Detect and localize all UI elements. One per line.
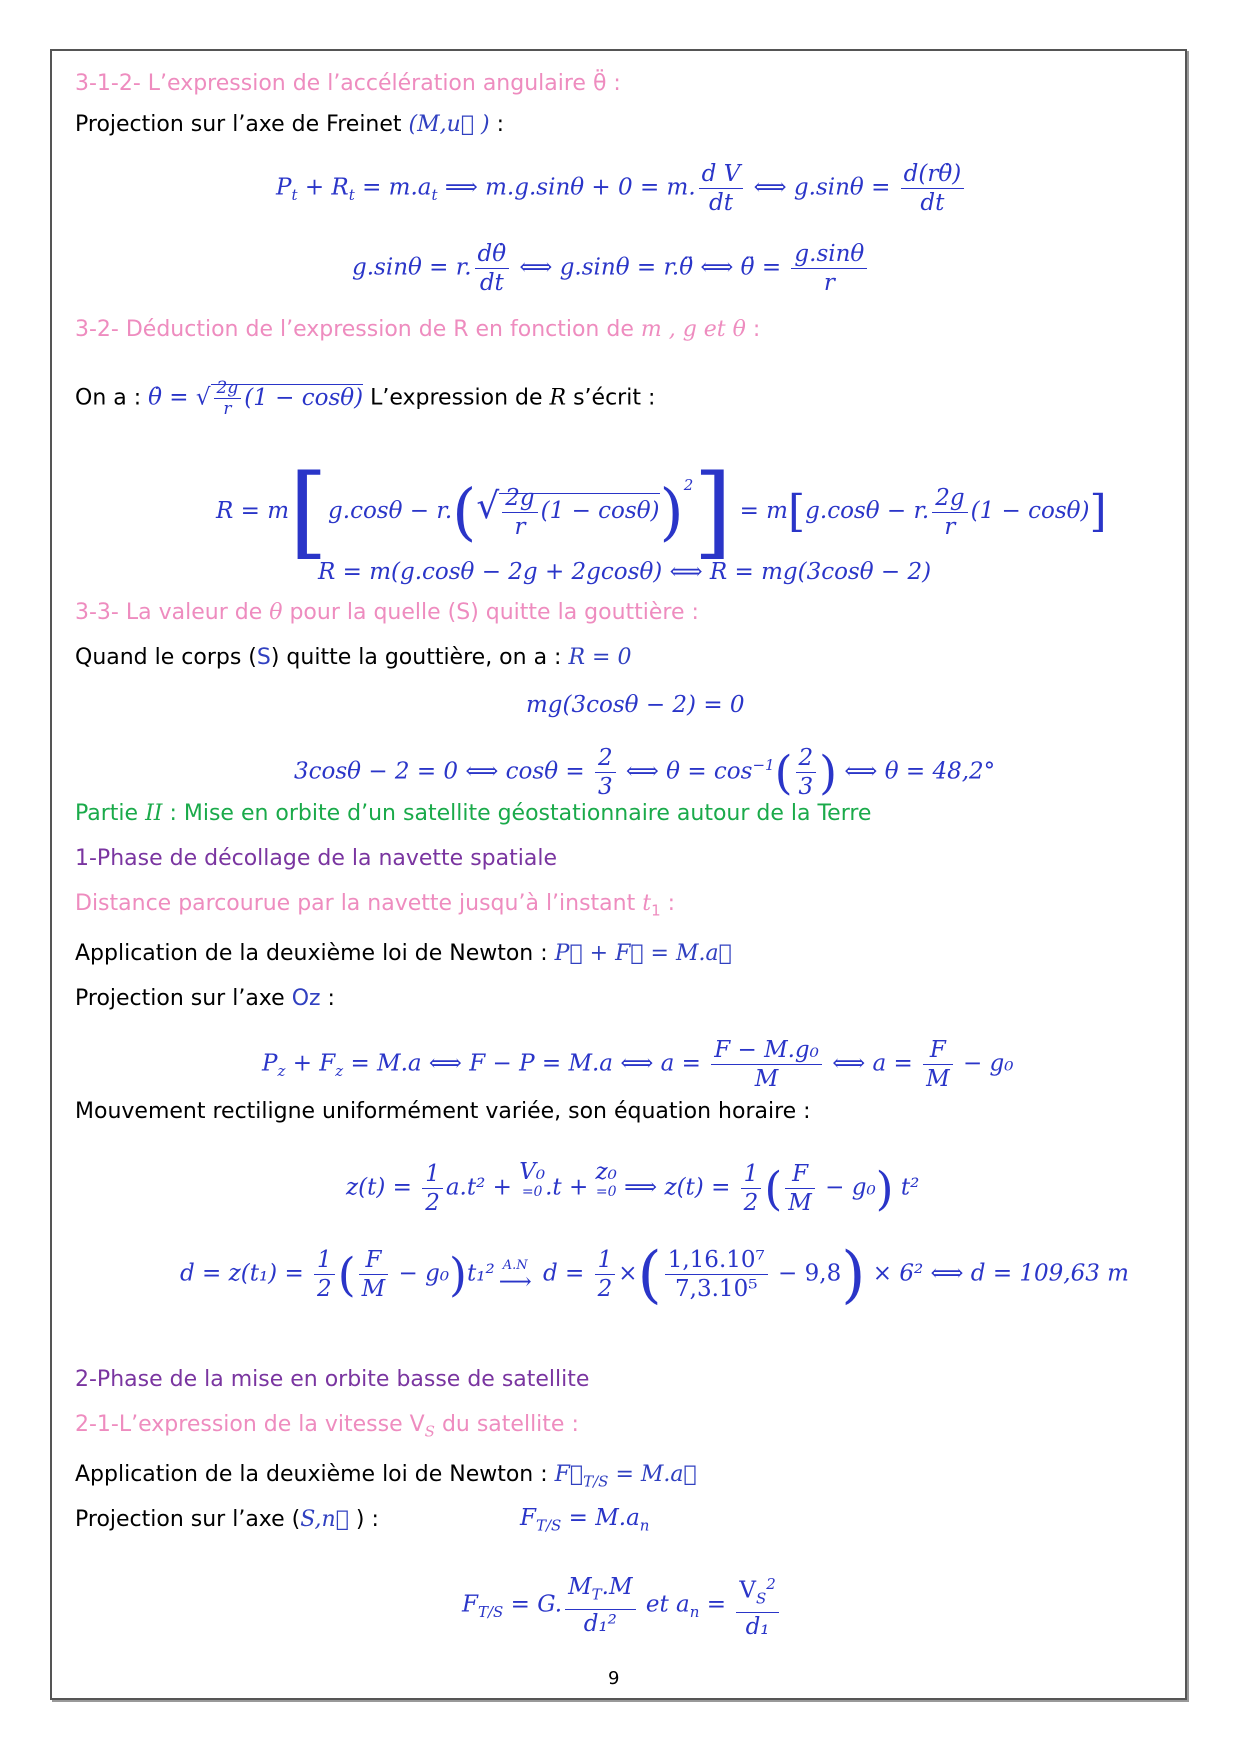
equation-distance: d = z(t₁) = $\frac{1}{2}$ ( $\frac{F}{M}$ − g₀)t₁² A.N ⟶ d = $\frac{1}{2}$ ×( $\frac{\text{1,16.10⁷}}{\text{7,3.10⁵}}$ − 9,8) × 6² ⟺ d = 109,63 m <box>180 1237 1129 1311</box>
newton-law-2: Application de la deuxième loi de Newton : $F⃗_{T/S}$ = M.a⃗ <box>75 1462 697 1491</box>
heading-distance: Distance parcourue par la navette jusqu’à l’instant $t_1$ : <box>75 891 676 920</box>
equation-gravitation: $F_{T/S} = G$. $\frac{M_T.M}{\text{d₁²}}$ et $a_n$ = $\frac{V_S^2}{\text{d₁}}$ <box>462 1570 782 1641</box>
heading-phase-1: 1-Phase de décollage de la navette spatiale <box>75 846 557 871</box>
quand-line: Quand le corps (S) quitte la gouttière, on a : R = 0 <box>75 645 632 670</box>
heading-2-1: 2-1-L’expression de la vitesse $V_S$ du satellite : <box>75 1412 579 1441</box>
heading-partie-2: Partie II : Mise en orbite d’un satellite géostationnaire autour de la Terre <box>75 801 872 826</box>
equation-horaire: z(t) = $\frac{1}{2}$ a.t² + V₀ =0 .t + z₀ =0 ⟹ z(t) = $\frac{1}{2}$ ( $\frac{F}{M}$ − g₀) t² <box>346 1159 920 1216</box>
projection-sn: Projection sur l’axe (S,n⃗ ) : <box>75 1507 379 1532</box>
equation-angular-acceleration: g.sinθ = r. $\frac{d\thetȧ}{dt}$ ⟺ g.sinθ = r.θ̈ ⟺ θ̈ = $\frac{g.\sin\theta}{r}$ <box>352 240 870 297</box>
heading-phase-2: 2-Phase de la mise en orbite basse de satellite <box>75 1367 590 1392</box>
equation-theta: 3cosθ − 2 = 0 ⟺ cosθ = $\frac{2}{3}$ ⟺ $\theta = \cos^{-1}$( $\frac{2}{3}$ ) ⟺ θ = 48,2° <box>294 745 996 800</box>
equation-tangential: $P_t + R_t = m.a_t$ ⟹ m.g.sinθ + 0 = m. $\frac{\text{d V}}{dt}$ ⟺ g.sinθ = $\frac{d(r\thetȧ)}{dt}$ <box>276 160 967 217</box>
heading-3-3: 3-3- La valeur de θ pour la quelle (S) quitte la gouttière : <box>75 600 699 625</box>
equation-force-normal: $F_{T/S} = M.a_n$ <box>520 1505 650 1535</box>
mouvement-line: Mouvement rectiligne uniformément variée, son équation horaire : <box>75 1099 811 1124</box>
equation-R-final: R = m(g.cosθ − 2g + 2gcosθ) ⟺ R = mg(3cosθ − 2) <box>318 559 932 585</box>
projection-oz: Projection sur l’axe Oz : <box>75 986 335 1011</box>
page-number: 9 <box>608 1668 620 1689</box>
equation-R-zero: mg(3cosθ − 2) = 0 <box>526 692 745 718</box>
equation-acceleration: $P_z + F_z = M.a$ ⟺ F − P = M.a ⟺ a = $\frac{\text{F − M.g₀}}{M}$ ⟺ a = $\frac{F}{M}$ − g₀ <box>262 1037 1014 1092</box>
heading-3-2: 3-2- Déduction de l’expression de R en fonction de m , g et θ : <box>75 317 761 342</box>
projection-freinet: Projection sur l’axe de Freinet (M,u⃗ ) : <box>75 112 505 137</box>
newton-law-1: Application de la deuxième loi de Newton : P⃗ + F⃗ = M.a⃗ <box>75 941 732 966</box>
equation-R-expanded: R = m[g.cosθ − r.(√ $\frac{2g}{r}$ (1 − cosθ))$^2$] = m[g.cosθ − r. $\frac{2g}{r}$ (1 − cosθ)] <box>216 453 1107 570</box>
heading-3-1-2: 3-1-2- L’expression de l’accélération angulaire θ̈ : <box>75 71 621 96</box>
on-a-line: On a : θ̇ = √ $\frac{2g}{r}$ (1 − cosθ) L’expression de R s’écrit : <box>75 378 656 419</box>
